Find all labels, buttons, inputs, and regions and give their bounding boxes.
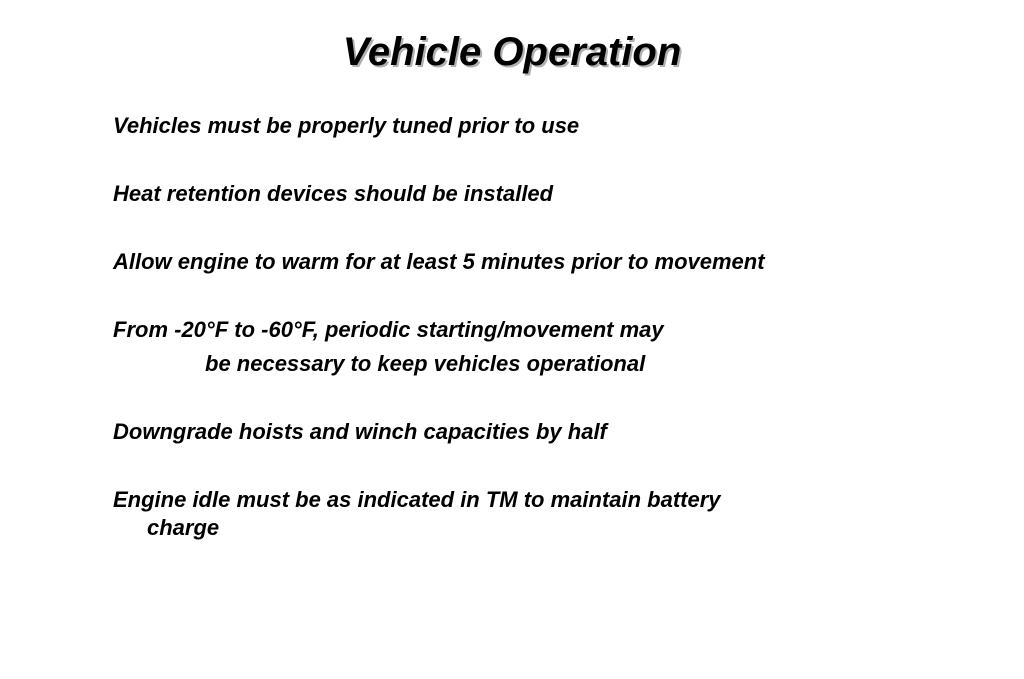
bullet-text: From -20°F to -60°F, periodic starting/movement may — [113, 317, 664, 342]
bullet-item — [113, 418, 893, 446]
bullet-item — [113, 112, 893, 140]
bullet-item — [113, 486, 893, 542]
bullet-text: Engine idle must be as indicated in TM to maintain battery — [113, 487, 721, 512]
bullet-text-continuation: charge — [147, 515, 220, 540]
bullet-item — [113, 180, 893, 208]
bullet-text-continuation: be necessary to keep vehicles operational — [205, 351, 646, 376]
bullet-text: Vehicles must be properly tuned prior to use — [113, 113, 580, 138]
bullet-text: Allow engine to warm for at least 5 minutes prior to movement — [113, 249, 765, 274]
bullet-text: Downgrade hoists and winch capacities by half — [113, 419, 607, 444]
slide-title: Vehicle Operation — [342, 30, 682, 74]
bullet-text: Heat retention devices should be installed — [113, 181, 554, 206]
bullet-item — [113, 316, 893, 378]
bullet-item — [113, 248, 893, 276]
bullet-list — [113, 112, 893, 582]
